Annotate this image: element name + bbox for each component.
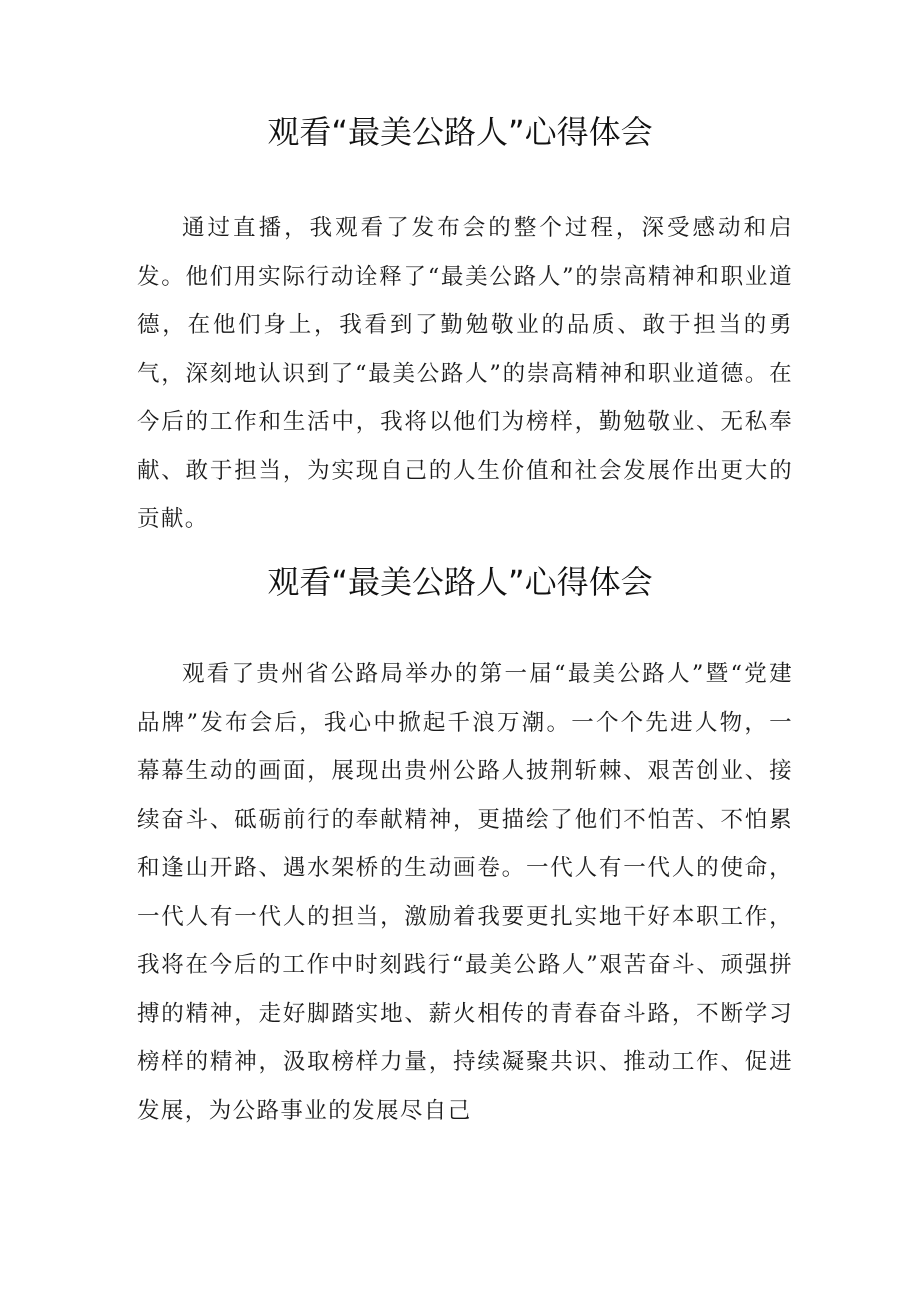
article-1-body: 通过直播，我观看了发布会的整个过程，深受感动和启发。他们用实际行动诠释了“最美公路人”的崇高精神和职业道德，在他们身上，我看到了勤勉敬业的品质、敢于担当的勇气，深刻地认识到了“最美公路人”的崇高精神和职业道德。在今后的工作和生活中，我将以他们为榜样，勤勉敬业、无私奉献、敢于担当，为实现自己的人生价值和社会发展作出更大的贡献。	[137, 215, 793, 532]
article-2	[0, 558, 920, 1124]
article-1	[0, 108, 920, 532]
article-2-title: 观看“最美公路人”心得体会	[267, 563, 653, 601]
article-1-title: 观看“最美公路人”心得体会	[267, 113, 653, 151]
article-2-body: 观看了贵州省公路局举办的第一届“最美公路人”暨“党建品牌”发布会后，我心中掀起千浪万潮。一个个先进人物，一幕幕生动的画面，展现出贵州公路人披荆斩棘、艰苦创业、接续奋斗、砥砺前行的奉献精神，更描绘了他们不怕苦、不怕累和逢山开路、遇水架桥的生动画卷。一代人有一代人的使命，一代人有一代人的担当，激励着我要更扎实地干好本职工作，我将在今后的工作中时刻践行“最美公路人”艰苦奋斗、顽强拼搏的精神，走好脚踏实地、薪火相传的青春奋斗路，不断学习榜样的精神，汲取榜样力量，持续凝聚共识、推动工作、促进发展，为公路事业的发展尽自己	[137, 661, 793, 1124]
